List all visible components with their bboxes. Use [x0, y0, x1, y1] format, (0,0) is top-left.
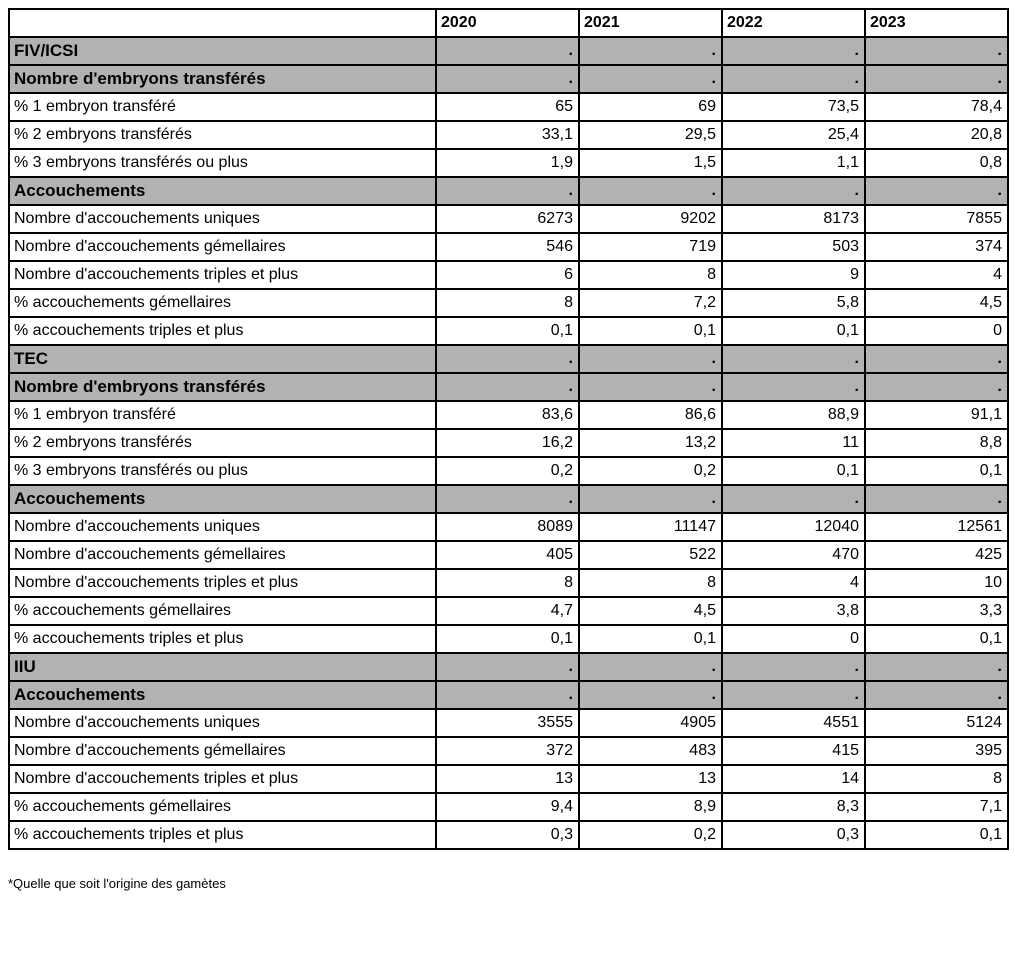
row-label: Nombre d'accouchements uniques [9, 205, 436, 233]
value-cell: 0,1 [865, 457, 1008, 485]
value-cell: 483 [579, 737, 722, 765]
value-cell: . [579, 65, 722, 93]
data-row [9, 233, 1008, 261]
value-cell: 7,2 [579, 289, 722, 317]
value-cell: . [865, 653, 1008, 681]
row-label: FIV/ICSI [9, 37, 436, 65]
value-cell: 719 [579, 233, 722, 261]
value-cell: 546 [436, 233, 579, 261]
value-cell: . [436, 65, 579, 93]
value-cell: 69 [579, 93, 722, 121]
value-cell: 9202 [579, 205, 722, 233]
value-cell: . [436, 681, 579, 709]
value-cell: 9,4 [436, 793, 579, 821]
value-cell: . [436, 345, 579, 373]
value-cell: . [722, 373, 865, 401]
value-cell: . [579, 177, 722, 205]
data-row [9, 289, 1008, 317]
value-cell: 6273 [436, 205, 579, 233]
value-cell: 4,5 [579, 597, 722, 625]
data-row [9, 765, 1008, 793]
value-cell: . [722, 177, 865, 205]
value-cell: 0,1 [722, 317, 865, 345]
data-row [9, 317, 1008, 345]
row-label: Accouchements [9, 485, 436, 513]
value-cell: 4,7 [436, 597, 579, 625]
value-cell: 0,1 [436, 317, 579, 345]
value-cell: 372 [436, 737, 579, 765]
data-row [9, 205, 1008, 233]
value-cell: 86,6 [579, 401, 722, 429]
value-cell: 4551 [722, 709, 865, 737]
value-cell: 415 [722, 737, 865, 765]
data-row [9, 793, 1008, 821]
data-row [9, 625, 1008, 653]
value-cell: 0,3 [722, 821, 865, 849]
table-body [9, 37, 1008, 849]
value-cell: . [579, 681, 722, 709]
data-row [9, 821, 1008, 849]
value-cell: . [865, 177, 1008, 205]
row-label: IIU [9, 653, 436, 681]
row-label: % 1 embryon transféré [9, 93, 436, 121]
row-label: % 3 embryons transférés ou plus [9, 149, 436, 177]
value-cell: 88,9 [722, 401, 865, 429]
corner-header-cell [9, 9, 436, 37]
value-cell: . [865, 373, 1008, 401]
value-cell: 425 [865, 541, 1008, 569]
value-cell: 83,6 [436, 401, 579, 429]
row-label: Nombre d'accouchements triples et plus [9, 569, 436, 597]
value-cell: 78,4 [865, 93, 1008, 121]
section-row [9, 653, 1008, 681]
data-row [9, 541, 1008, 569]
data-row [9, 513, 1008, 541]
value-cell: 4 [865, 261, 1008, 289]
value-cell: 3,3 [865, 597, 1008, 625]
row-label: Nombre d'accouchements uniques [9, 513, 436, 541]
value-cell: 0,2 [579, 457, 722, 485]
row-label: % accouchements gémellaires [9, 793, 436, 821]
value-cell: 470 [722, 541, 865, 569]
row-label: Nombre d'embryons transférés [9, 65, 436, 93]
value-cell: 1,5 [579, 149, 722, 177]
data-row [9, 149, 1008, 177]
value-cell: 13 [436, 765, 579, 793]
data-row [9, 93, 1008, 121]
value-cell: 14 [722, 765, 865, 793]
value-cell: 8 [865, 765, 1008, 793]
value-cell: . [722, 37, 865, 65]
value-cell: 25,4 [722, 121, 865, 149]
section-row [9, 681, 1008, 709]
value-cell: 5124 [865, 709, 1008, 737]
value-cell: 6 [436, 261, 579, 289]
data-row [9, 261, 1008, 289]
section-row [9, 37, 1008, 65]
value-cell: 8 [436, 289, 579, 317]
value-cell: . [436, 177, 579, 205]
value-cell: . [579, 485, 722, 513]
value-cell: 8089 [436, 513, 579, 541]
row-label: % 3 embryons transférés ou plus [9, 457, 436, 485]
value-cell: 4905 [579, 709, 722, 737]
value-cell: 8 [579, 261, 722, 289]
data-row [9, 737, 1008, 765]
row-label: Accouchements [9, 177, 436, 205]
value-cell: 16,2 [436, 429, 579, 457]
value-cell: 8,9 [579, 793, 722, 821]
data-row [9, 569, 1008, 597]
value-cell: . [865, 681, 1008, 709]
row-label: Nombre d'accouchements triples et plus [9, 261, 436, 289]
year-header: 2020 [436, 9, 579, 37]
section-row [9, 373, 1008, 401]
value-cell: 4,5 [865, 289, 1008, 317]
value-cell: 0,1 [722, 457, 865, 485]
value-cell: 8,8 [865, 429, 1008, 457]
value-cell: . [436, 37, 579, 65]
value-cell: 0,1 [579, 317, 722, 345]
year-header: 2023 [865, 9, 1008, 37]
row-label: % 1 embryon transféré [9, 401, 436, 429]
data-row [9, 121, 1008, 149]
value-cell: 3,8 [722, 597, 865, 625]
section-row [9, 485, 1008, 513]
data-row [9, 429, 1008, 457]
value-cell: 0,2 [579, 821, 722, 849]
value-cell: . [579, 653, 722, 681]
value-cell: . [722, 65, 865, 93]
value-cell: 0,2 [436, 457, 579, 485]
value-cell: 395 [865, 737, 1008, 765]
row-label: Nombre d'accouchements uniques [9, 709, 436, 737]
value-cell: 5,8 [722, 289, 865, 317]
value-cell: 8173 [722, 205, 865, 233]
value-cell: 0,3 [436, 821, 579, 849]
value-cell: 0 [722, 625, 865, 653]
value-cell: 7855 [865, 205, 1008, 233]
value-cell: . [579, 373, 722, 401]
section-row [9, 65, 1008, 93]
value-cell: 8 [436, 569, 579, 597]
row-label: % accouchements gémellaires [9, 597, 436, 625]
value-cell: 3555 [436, 709, 579, 737]
value-cell: . [865, 485, 1008, 513]
section-row [9, 345, 1008, 373]
value-cell: 0,1 [579, 625, 722, 653]
value-cell: 33,1 [436, 121, 579, 149]
row-label: Nombre d'accouchements gémellaires [9, 541, 436, 569]
header-row [9, 9, 1008, 37]
value-cell: 11147 [579, 513, 722, 541]
value-cell: 7,1 [865, 793, 1008, 821]
row-label: % accouchements gémellaires [9, 289, 436, 317]
value-cell: 0 [865, 317, 1008, 345]
value-cell: 405 [436, 541, 579, 569]
value-cell: 8 [579, 569, 722, 597]
value-cell: 12040 [722, 513, 865, 541]
value-cell: . [579, 37, 722, 65]
value-cell: . [722, 485, 865, 513]
value-cell: . [722, 653, 865, 681]
value-cell: 0,1 [865, 625, 1008, 653]
value-cell: 11 [722, 429, 865, 457]
value-cell: 9 [722, 261, 865, 289]
value-cell: 0,1 [436, 625, 579, 653]
value-cell: 8,3 [722, 793, 865, 821]
value-cell: 503 [722, 233, 865, 261]
value-cell: 91,1 [865, 401, 1008, 429]
value-cell: 29,5 [579, 121, 722, 149]
value-cell: . [722, 681, 865, 709]
value-cell: . [722, 345, 865, 373]
data-row [9, 457, 1008, 485]
year-header: 2021 [579, 9, 722, 37]
row-label: Nombre d'accouchements gémellaires [9, 233, 436, 261]
value-cell: . [579, 345, 722, 373]
footnote: *Quelle que soit l'origine des gamètes [8, 876, 226, 891]
row-label: Accouchements [9, 681, 436, 709]
row-label: % accouchements triples et plus [9, 625, 436, 653]
value-cell: . [436, 485, 579, 513]
value-cell: 0,8 [865, 149, 1008, 177]
value-cell: 10 [865, 569, 1008, 597]
row-label: TEC [9, 345, 436, 373]
row-label: Nombre d'accouchements gémellaires [9, 737, 436, 765]
data-row [9, 709, 1008, 737]
value-cell: 0,1 [865, 821, 1008, 849]
value-cell: 4 [722, 569, 865, 597]
value-cell: 13,2 [579, 429, 722, 457]
value-cell: . [436, 373, 579, 401]
value-cell: 1,1 [722, 149, 865, 177]
year-header: 2022 [722, 9, 865, 37]
row-label: Nombre d'accouchements triples et plus [9, 765, 436, 793]
value-cell: . [865, 37, 1008, 65]
row-label: Nombre d'embryons transférés [9, 373, 436, 401]
value-cell: 13 [579, 765, 722, 793]
row-label: % 2 embryons transférés [9, 429, 436, 457]
row-label: % accouchements triples et plus [9, 317, 436, 345]
value-cell: . [436, 653, 579, 681]
fertility-statistics-table [8, 8, 1009, 850]
section-row [9, 177, 1008, 205]
value-cell: 522 [579, 541, 722, 569]
value-cell: 73,5 [722, 93, 865, 121]
value-cell: 374 [865, 233, 1008, 261]
data-row [9, 597, 1008, 625]
value-cell: 1,9 [436, 149, 579, 177]
value-cell: 12561 [865, 513, 1008, 541]
value-cell: 20,8 [865, 121, 1008, 149]
row-label: % accouchements triples et plus [9, 821, 436, 849]
row-label: % 2 embryons transférés [9, 121, 436, 149]
data-row [9, 401, 1008, 429]
value-cell: 65 [436, 93, 579, 121]
value-cell: . [865, 65, 1008, 93]
value-cell: . [865, 345, 1008, 373]
